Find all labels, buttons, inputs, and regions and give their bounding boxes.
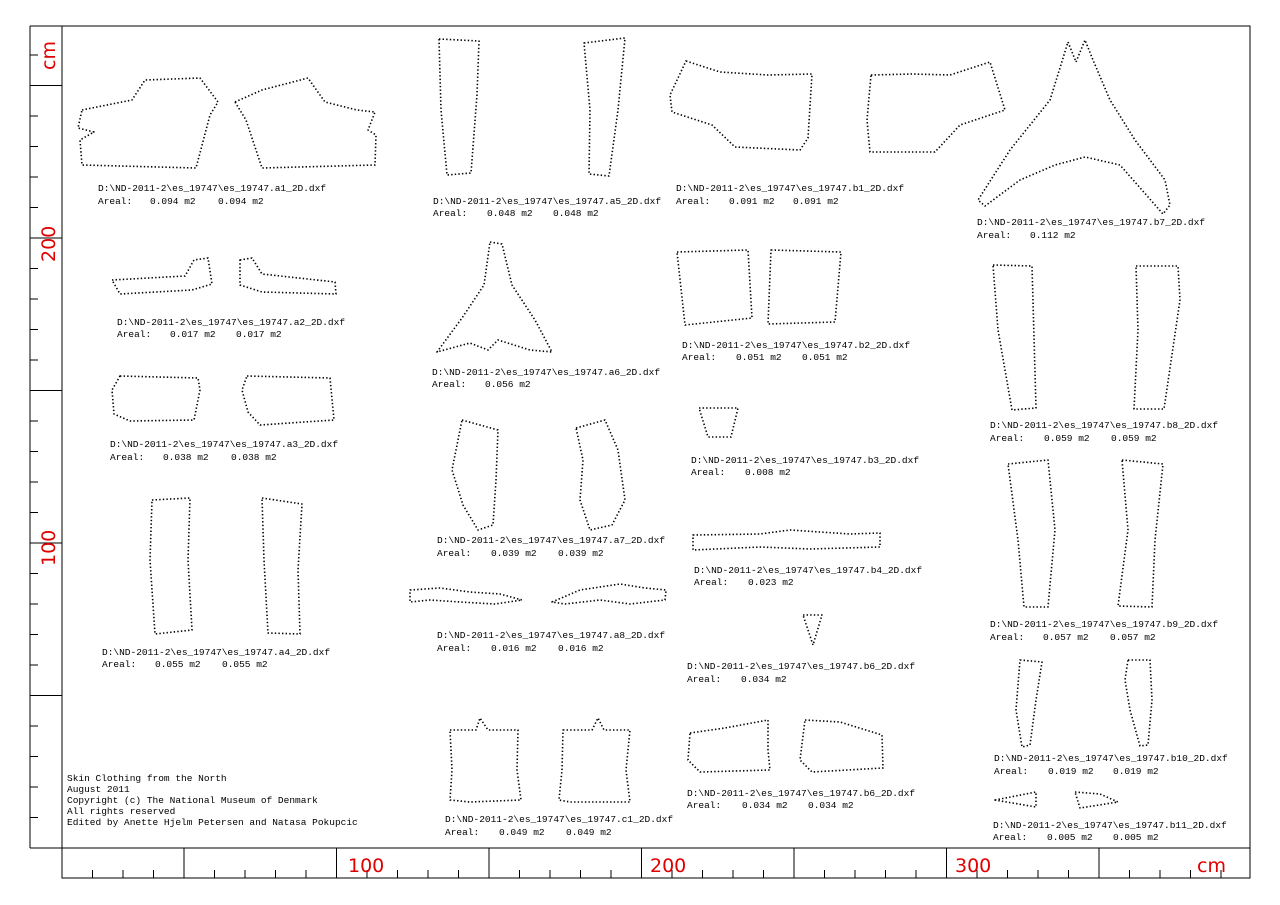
area-value-b1-left: 0.091 m2: [729, 196, 775, 207]
pattern-piece-a4: [150, 498, 302, 634]
area-value-a8-left: 0.016 m2: [491, 643, 537, 654]
credit-rights: All rights reserved: [67, 806, 176, 817]
area-caption-a3: Areal:: [110, 452, 145, 463]
pattern-piece-a8: [410, 584, 666, 604]
area-value-c1-left: 0.049 m2: [499, 827, 545, 838]
area-caption-b1: Areal:: [676, 196, 711, 207]
pattern-piece-b1: [670, 61, 1005, 152]
drawing-frame: [30, 26, 1250, 878]
area-value-a2-right: 0.017 m2: [236, 329, 282, 340]
x-tick-label-100: 100: [348, 855, 385, 877]
pattern-piece-b8: [993, 265, 1180, 410]
area-caption-b4: Areal:: [694, 577, 729, 588]
pattern-piece-b11: [995, 792, 1118, 808]
area-value-b8-left: 0.059 m2: [1044, 433, 1090, 444]
area-value-b1-right: 0.091 m2: [793, 196, 839, 207]
area-caption-b6: Areal:: [687, 800, 722, 811]
file-label-b11: D:\ND-2011-2\es_19747\es_19747.b11_2D.dxf: [993, 820, 1227, 831]
file-label-b8: D:\ND-2011-2\es_19747\es_19747.b8_2D.dxf: [990, 420, 1219, 431]
area-value-c1-right: 0.049 m2: [566, 827, 612, 838]
pattern-piece-a6: [437, 242, 552, 352]
area-value-a7-left: 0.039 m2: [491, 548, 537, 559]
file-label-a7: D:\ND-2011-2\es_19747\es_19747.a7_2D.dxf: [437, 535, 666, 546]
pattern-piece-b4: [693, 530, 880, 550]
file-label-a3: D:\ND-2011-2\es_19747\es_19747.a3_2D.dxf: [110, 439, 339, 450]
credit-editors: Edited by Anette Hjelm Petersen and Natasa Pokupcic: [67, 817, 358, 828]
credit-title: Skin Clothing from the North: [67, 773, 227, 784]
pattern-piece-b2: [677, 250, 841, 325]
area-value-b8-right: 0.059 m2: [1111, 433, 1157, 444]
file-label-b2: D:\ND-2011-2\es_19747\es_19747.b2_2D.dxf: [682, 340, 911, 351]
file-label-a8: D:\ND-2011-2\es_19747\es_19747.a8_2D.dxf: [437, 630, 666, 641]
x-unit-label: cm: [1197, 855, 1226, 877]
area-value-b5: 0.034 m2: [741, 674, 787, 685]
area-value-b2-left: 0.051 m2: [736, 352, 782, 363]
file-label-c1: D:\ND-2011-2\es_19747\es_19747.c1_2D.dxf: [445, 814, 674, 825]
horizontal-ruler: [62, 848, 1221, 878]
area-caption-b11: Areal:: [993, 832, 1028, 843]
area-caption-b7: Areal:: [977, 230, 1012, 241]
file-label-a4: D:\ND-2011-2\es_19747\es_19747.a4_2D.dxf: [102, 647, 331, 658]
file-label-a6: D:\ND-2011-2\es_19747\es_19747.a6_2D.dxf: [432, 367, 661, 378]
x-tick-label-200: 200: [650, 855, 687, 877]
area-caption-a1: Areal:: [98, 196, 133, 207]
area-value-b11-right: 0.005 m2: [1113, 832, 1159, 843]
area-value-a6: 0.056 m2: [485, 379, 531, 390]
pattern-piece-a1: [78, 78, 376, 168]
area-value-a1-left: 0.094 m2: [150, 196, 196, 207]
area-caption-a7: Areal:: [437, 548, 472, 559]
area-caption-b10: Areal:: [994, 766, 1029, 777]
area-value-b3: 0.008 m2: [745, 467, 791, 478]
file-label-b9: D:\ND-2011-2\es_19747\es_19747.b9_2D.dxf: [990, 619, 1219, 630]
area-value-a5-right: 0.048 m2: [553, 208, 599, 219]
pattern-piece-a2: [112, 258, 336, 294]
area-value-b6-left: 0.034 m2: [742, 800, 788, 811]
pattern-piece-b5: [803, 615, 822, 645]
area-value-b11-left: 0.005 m2: [1047, 832, 1093, 843]
area-value-a7-right: 0.039 m2: [558, 548, 604, 559]
pattern-piece-c1: [450, 718, 630, 802]
pattern-piece-b3: [699, 408, 738, 437]
credits-block: [67, 773, 358, 828]
file-label-b6: D:\ND-2011-2\es_19747\es_19747.b6_2D.dxf: [687, 788, 916, 799]
area-value-b9-left: 0.057 m2: [1043, 632, 1089, 643]
area-value-b4: 0.023 m2: [748, 577, 794, 588]
pattern-piece-b10: [1016, 660, 1152, 747]
vertical-ruler: [30, 55, 62, 848]
area-value-a3-right: 0.038 m2: [231, 452, 277, 463]
x-tick-label-300: 300: [955, 855, 992, 877]
area-value-a1-right: 0.094 m2: [218, 196, 264, 207]
area-value-b6-right: 0.034 m2: [808, 800, 854, 811]
area-caption-b8: Areal:: [990, 433, 1025, 444]
y-tick-label-100: 100: [38, 529, 60, 566]
file-label-b1: D:\ND-2011-2\es_19747\es_19747.b1_2D.dxf: [676, 183, 905, 194]
area-value-b10-left: 0.019 m2: [1048, 766, 1094, 777]
area-value-a3-left: 0.038 m2: [163, 452, 209, 463]
pattern-piece-a7: [452, 420, 625, 530]
pattern-piece-a3: [112, 376, 334, 425]
pattern-piece-a5: [439, 38, 625, 176]
area-caption-b2: Areal:: [682, 352, 717, 363]
file-label-b3: D:\ND-2011-2\es_19747\es_19747.b3_2D.dxf: [691, 455, 920, 466]
area-value-b10-right: 0.019 m2: [1113, 766, 1159, 777]
area-value-b7: 0.112 m2: [1030, 230, 1076, 241]
area-caption-b9: Areal:: [990, 632, 1025, 643]
area-caption-a6: Areal:: [432, 379, 467, 390]
file-label-b7: D:\ND-2011-2\es_19747\es_19747.b7_2D.dxf: [977, 217, 1206, 228]
area-value-b2-right: 0.051 m2: [802, 352, 848, 363]
area-value-a4-left: 0.055 m2: [155, 659, 201, 670]
area-caption-a2: Areal:: [117, 329, 152, 340]
pattern-piece-b6: [688, 720, 883, 772]
file-label-a5: D:\ND-2011-2\es_19747\es_19747.a5_2D.dxf: [433, 196, 662, 207]
file-label-b10: D:\ND-2011-2\es_19747\es_19747.b10_2D.dxf: [994, 753, 1228, 764]
area-value-a8-right: 0.016 m2: [558, 643, 604, 654]
y-unit-label: cm: [38, 41, 60, 70]
area-value-a4-right: 0.055 m2: [222, 659, 268, 670]
file-label-a1: D:\ND-2011-2\es_19747\es_19747.a1_2D.dxf: [98, 183, 327, 194]
area-caption-a8: Areal:: [437, 643, 472, 654]
credit-date: August 2011: [67, 784, 130, 795]
file-label-b5: D:\ND-2011-2\es_19747\es_19747.b6_2D.dxf: [687, 661, 916, 672]
area-value-b9-right: 0.057 m2: [1110, 632, 1156, 643]
area-value-a2-left: 0.017 m2: [170, 329, 216, 340]
area-caption-b5: Areal:: [687, 674, 722, 685]
file-label-b4: D:\ND-2011-2\es_19747\es_19747.b4_2D.dxf: [694, 565, 923, 576]
pattern-piece-b9: [1008, 460, 1163, 607]
area-value-a5-left: 0.048 m2: [487, 208, 533, 219]
area-caption-a5: Areal:: [433, 208, 468, 219]
area-caption-b3: Areal:: [691, 467, 726, 478]
credit-copyright: Copyright (c) The National Museum of Denmark: [67, 795, 318, 806]
pattern-piece-b7: [978, 40, 1170, 214]
file-label-a2: D:\ND-2011-2\es_19747\es_19747.a2_2D.dxf: [117, 317, 346, 328]
area-caption-c1: Areal:: [445, 827, 480, 838]
y-tick-label-200: 200: [38, 225, 60, 262]
area-caption-a4: Areal:: [102, 659, 137, 670]
